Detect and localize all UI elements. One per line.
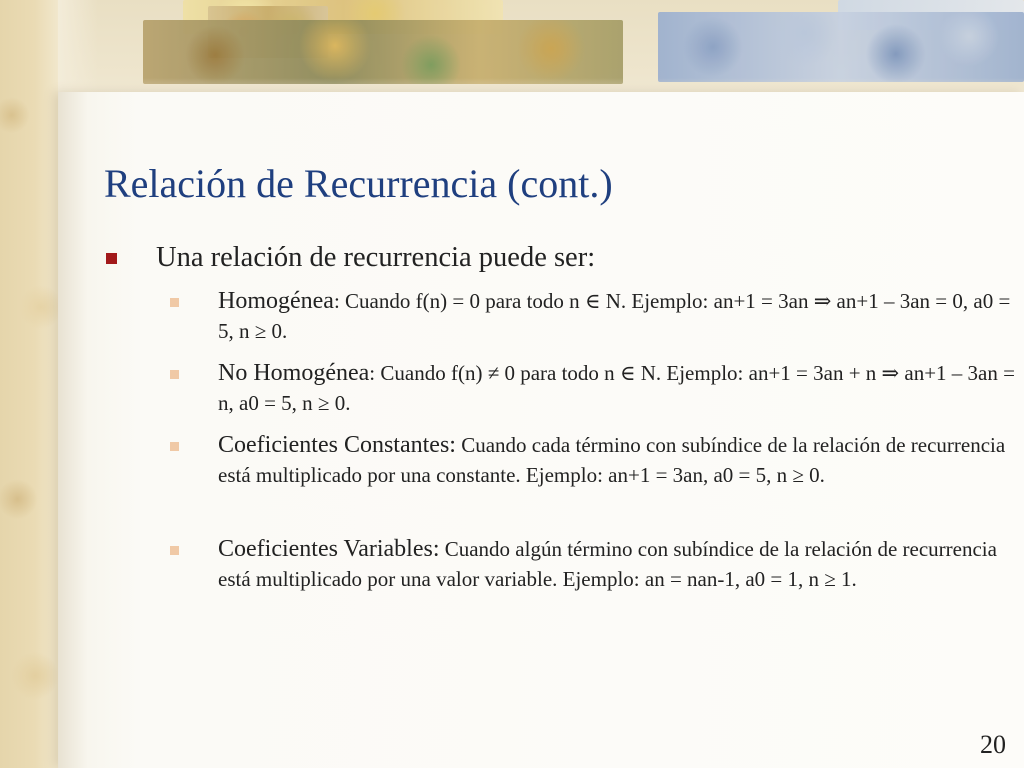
main-bullet-text: Una relación de recurrencia puede ser: — [156, 242, 596, 273]
banner-photo — [658, 12, 1024, 82]
sub-item-text: : Cuando f(n) = 0 para todo n ∈ N. Ejemplo: an+1 = 3an ⇒ an+1 – 3an = 0, a0 = 5, n ≥ 0. — [218, 289, 1011, 343]
sub-bullet-icon — [170, 442, 179, 451]
banner-photo — [143, 20, 623, 84]
sub-item-text: Cuando cada término con subíndice de la relación de recurrencia está multiplicado por una constante. Ejemplo: an+1 = 3an, a0 = 5, n ≥ 0. — [218, 433, 1006, 487]
sub-bullet-icon — [170, 370, 179, 379]
sub-item-coef-variables — [218, 534, 1018, 594]
bullet-square-icon — [106, 253, 117, 264]
sub-bullet-icon — [170, 546, 179, 555]
sub-item-text: : Cuando f(n) ≠ 0 para todo n ∈ N. Ejemplo: an+1 = 3an + n ⇒ an+1 – 3an = n, a0 = 5, n ≥ 0. — [218, 361, 1015, 415]
sub-item-text: Cuando algún término con subíndice de la relación de recurrencia está multiplicado por una valor variable. Ejemplo: an = nan-1, a0 = 1, n ≥ 1. — [218, 537, 997, 591]
sub-item-no-homogenea — [218, 358, 1018, 418]
slide-title: Relación de Recurrencia (cont.) — [104, 161, 613, 206]
page-number: 20 — [980, 730, 1006, 759]
sub-item-homogenea — [218, 286, 1018, 346]
parchment-strip — [0, 0, 58, 768]
sub-item-label: Coeficientes Constantes: — [218, 432, 456, 458]
sub-item-label: Homogénea — [218, 288, 334, 314]
sub-bullet-icon — [170, 298, 179, 307]
sub-item-label: Coeficientes Variables: — [218, 536, 440, 562]
sub-item-coef-constantes — [218, 430, 1018, 490]
sub-item-label: No Homogénea — [218, 360, 370, 386]
